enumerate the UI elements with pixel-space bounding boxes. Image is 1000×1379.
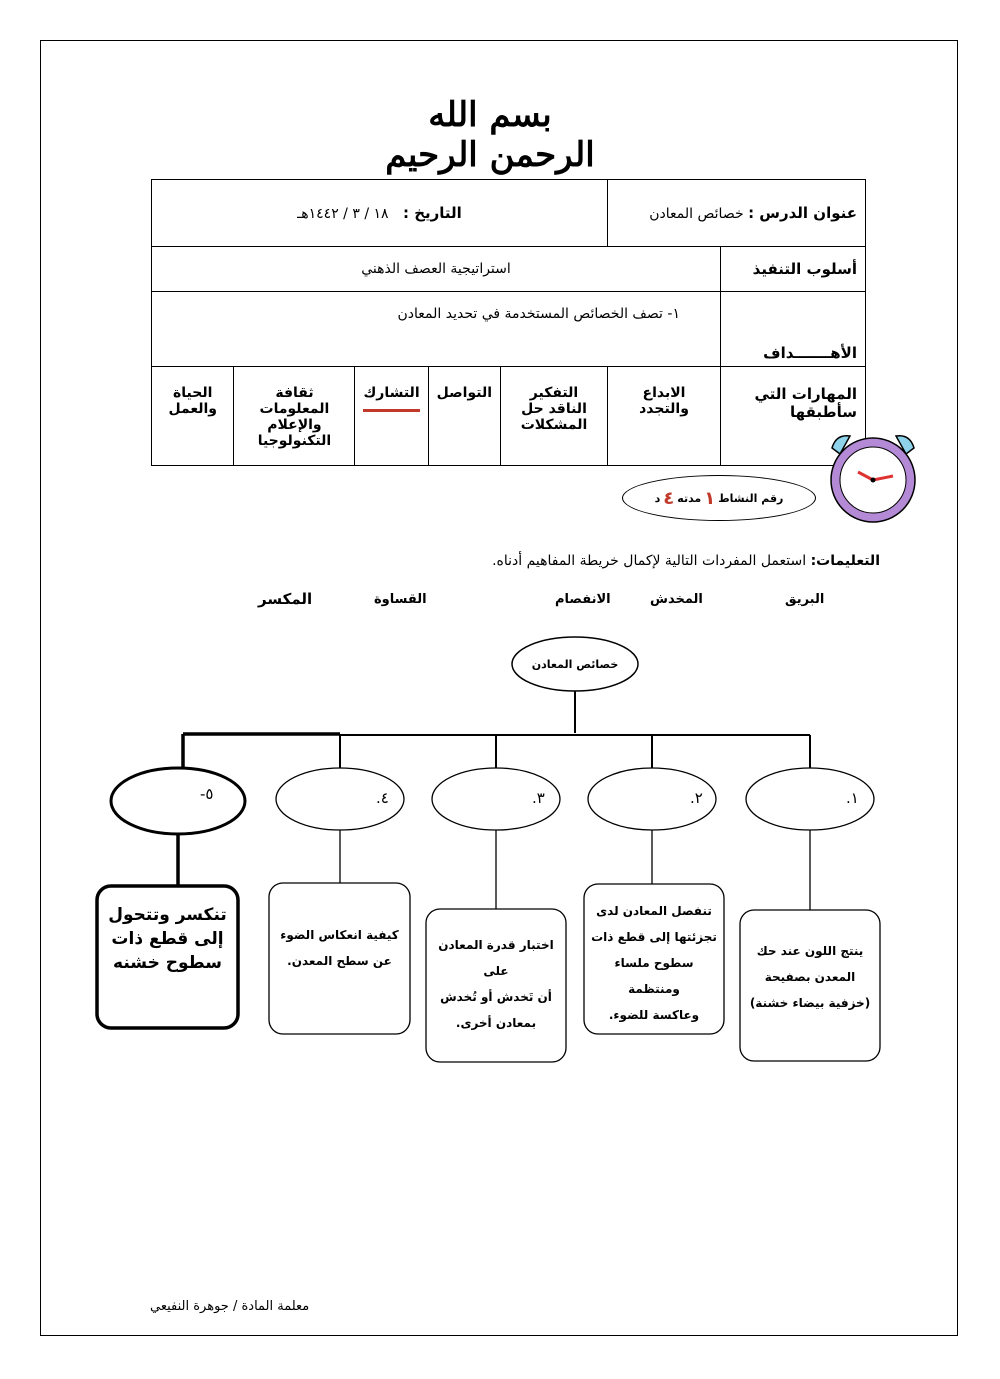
skill-life-work: الحياة والعمل	[152, 367, 234, 466]
lesson-label: عنوان الدرس :	[748, 204, 857, 222]
objective-1: ١- تصف الخصائص المستخدمة في تحديد المعادن	[397, 306, 680, 322]
skill-info-literacy: ثقافة المعلومات والإعلام التكنولوجيا	[234, 367, 355, 466]
date-value: ١٨ / ٣ / ١٤٤٢هـ	[297, 206, 389, 222]
oval-number-5: ٥-	[200, 785, 214, 803]
basmala-calligraphy: بسم الله الرحمن الرحيم	[385, 95, 595, 175]
activity-label: رقم النشاط	[718, 491, 784, 505]
method-label: أسلوب التنفيذ	[752, 260, 857, 278]
objectives-label: الأهـــــــداف	[763, 344, 857, 362]
box-5-text: تنكسر وتتحول إلى قطع ذات سطوح خشنه	[108, 905, 227, 973]
center-concept: خصائص المعادن	[531, 657, 619, 671]
instructions-text: استعمل المفردات التالية لإكمال خريطة المفاهيم أدناه.	[492, 553, 807, 569]
activity-number: ١	[704, 487, 716, 509]
word-hardness: القساوة	[374, 592, 427, 607]
oval-number-4: ٤.	[376, 789, 389, 807]
method-value: استراتيجية العصف الذهني	[361, 261, 511, 277]
instructions-label: التعليمات:	[810, 553, 880, 569]
teacher-signature: معلمة المادة / جوهرة النفيعي	[150, 1299, 310, 1314]
box-4-text: كيفية انعكاس الضوء عن سطح المعدن.	[280, 928, 399, 968]
word-luster: البريق	[785, 592, 825, 607]
word-streak: المخدش	[650, 592, 703, 607]
oval-number-1: ١.	[846, 789, 859, 807]
skill-communication: التواصل	[428, 367, 500, 466]
date-label: التاريخ :	[403, 204, 462, 222]
word-fracture: المكسر	[258, 590, 313, 608]
skill-creativity: الابداع والتجدد	[608, 367, 721, 466]
skills-label: المهارات التي سأطبقها	[754, 385, 857, 421]
box-2-text: تنفصل المعادن لدى تجزئتها إلى قطع ذات سطوح ملساء ومنتظمة وعاكسة للضوء.	[591, 904, 717, 1022]
oval-5	[111, 768, 245, 834]
duration-unit: د	[654, 491, 661, 505]
lesson-title: خصائص المعادن	[649, 206, 744, 222]
oval-number-3: ٣.	[532, 789, 545, 807]
selected-skill-underline: التشارك	[363, 385, 419, 412]
word-cleavage: الانفصام	[555, 592, 611, 607]
duration-value: ٤	[663, 487, 675, 509]
box-1-text: ينتج اللون عند حك المعدن بصفيحة (خزفية بيضاء خشنة)	[749, 944, 871, 1010]
oval-number-2: ٢.	[690, 789, 703, 807]
duration-label: مدته	[677, 491, 702, 505]
box-3-text: اختبار قدرة المعادن على أن تَخدش أو تُخدش بمعادن أخرى.	[438, 938, 554, 1030]
skill-critical-thinking: التفكير الناقد حل المشكلات	[501, 367, 608, 466]
